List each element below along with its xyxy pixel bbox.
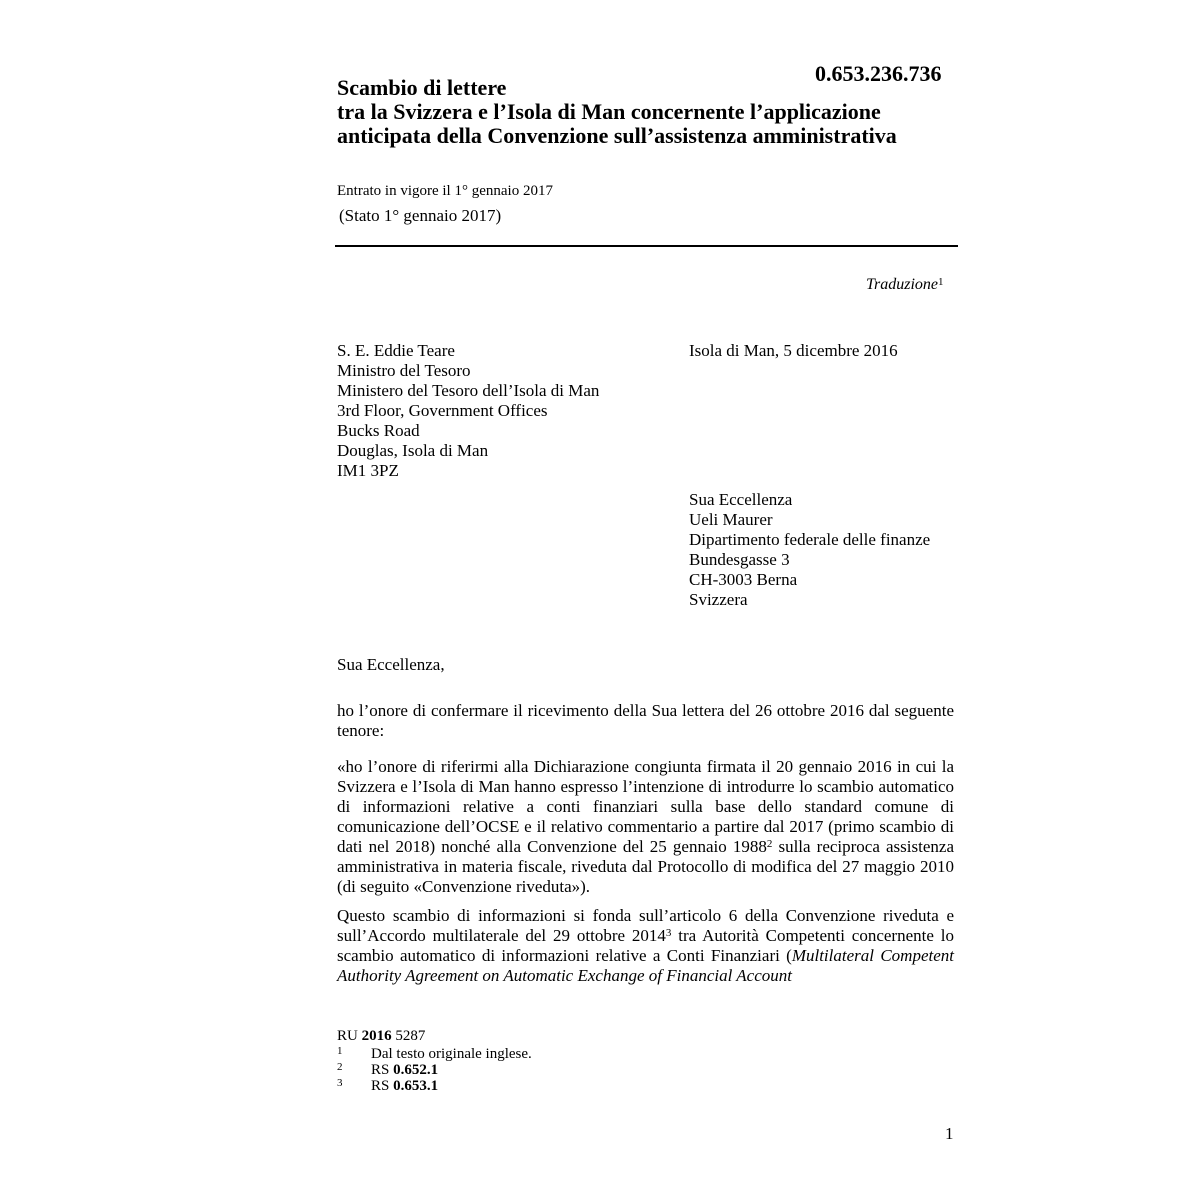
paragraph-text: tra Autorità Competenti concernente lo scambio automatico di informazioni relative a Conti Finanziari (	[337, 926, 954, 965]
paragraph-text: sulla reciproca assistenza amministrativa in materia fiscale, riveduta dal Protocollo di modifica del 27 maggio 2010 (di seguito «Convenzione riveduta»).	[337, 837, 954, 896]
paragraph-text: Questo scambio di informazioni si fonda sull’articolo 6 della Convenzione riveduta e sull’Accordo multilaterale del 29 ottobre 2014	[337, 906, 954, 945]
recipient-line: Svizzera	[689, 590, 748, 609]
footnote-text	[371, 1062, 438, 1078]
footnote-number: 3	[337, 1077, 343, 1089]
translation-note	[866, 276, 944, 294]
place-and-date: Isola di Man, 5 dicembre 2016	[689, 341, 898, 360]
footnote-text	[371, 1078, 438, 1094]
recipient-address	[689, 490, 930, 610]
footnote-number: 2	[337, 1061, 343, 1073]
footnotes	[337, 1046, 532, 1094]
footnote-prefix: RS	[371, 1062, 394, 1078]
sender-line: S. E. Eddie Teare	[337, 341, 455, 360]
ru-prefix: RU	[337, 1028, 358, 1044]
sender-line: Ministero del Tesoro dell’Isola di Man	[337, 381, 600, 400]
footnote-ref: 3	[665, 927, 672, 939]
footnote-sr-number: 0.652.1	[393, 1062, 439, 1078]
footnote	[337, 1078, 532, 1094]
body-paragraph	[337, 757, 954, 897]
salutation: Sua Eccellenza,	[337, 655, 445, 674]
footnote-sr-number: 0.653.1	[393, 1078, 439, 1094]
title-line: tra la Svizzera e l’Isola di Man concernente l’applicazione	[337, 99, 881, 124]
paragraph-text: «ho l’onore di riferirmi alla Dichiarazione congiunta firmata il 20 gennaio 2016 in cui la Svizzera e l’Isola di Man hanno espresso l’intenzione di introdurre lo scambio automatico di informazioni relative a conti finanziari sulla base dello standard comune di comunicazione dell’OCSE e il relativo commentario a partire dal 2017 (primo scambio di dati nel 2018) nonché alla Convenzione del 25 gennaio 1988	[337, 757, 954, 856]
ru-year: 2016	[361, 1028, 392, 1044]
title-line: anticipata della Convenzione sull’assistenza amministrativa	[337, 123, 897, 148]
paragraph-italic-text: Multilateral Competent Authority Agreement on Automatic Exchange of Financial Account	[337, 946, 954, 985]
header-divider	[335, 245, 958, 247]
entry-into-force: Entrato in vigore il 1° gennaio 2017	[337, 183, 553, 199]
sr-number: 0.653.236.736	[815, 61, 942, 86]
ru-page: 5287	[395, 1028, 426, 1044]
page-number: 1	[945, 1124, 954, 1143]
sender-line: IM1 3PZ	[337, 461, 399, 480]
recipient-line: Sua Eccellenza	[689, 490, 793, 509]
recipient-line: Dipartimento federale delle finanze	[689, 530, 931, 549]
body-paragraph	[337, 906, 954, 986]
sender-line: Douglas, Isola di Man	[337, 441, 489, 460]
footnote-prefix: RS	[371, 1078, 394, 1094]
sender-line: 3rd Floor, Government Offices	[337, 401, 548, 420]
status-date: (Stato 1° gennaio 2017)	[339, 206, 502, 225]
body-paragraph: ho l’onore di confermare il ricevimento della Sua lettera del 26 ottobre 2016 dal seguente tenore:	[337, 701, 954, 740]
recipient-line: Bundesgasse 3	[689, 550, 790, 569]
footnote-ref: 1	[938, 276, 944, 288]
footnote-text: Dal testo originale inglese.	[371, 1046, 532, 1062]
recipient-line: CH-3003 Berna	[689, 570, 798, 589]
translation-label: Traduzione	[866, 276, 939, 293]
recipient-line: Ueli Maurer	[689, 510, 773, 529]
sender-line: Bucks Road	[337, 421, 420, 440]
title-line: Scambio di lettere	[337, 75, 507, 100]
document-title	[337, 76, 897, 148]
sender-line: Ministro del Tesoro	[337, 361, 471, 380]
footnote-ref: 2	[766, 838, 773, 850]
footnote-number: 1	[337, 1045, 343, 1057]
sender-address	[337, 341, 599, 481]
